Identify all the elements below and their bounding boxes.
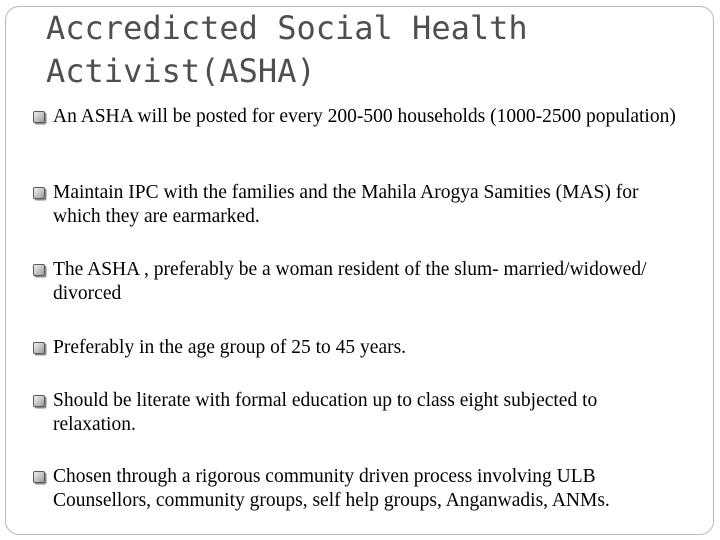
bullet-text: The ASHA , preferably be a woman resident of the slum- married/widowed/ divorced	[53, 259, 647, 304]
bullet-text: Preferably in the age group of 25 to 45 years.	[53, 337, 407, 358]
checkbox-bullet-icon	[33, 264, 45, 276]
bullet-item	[33, 389, 683, 437]
bullet-item	[33, 258, 683, 306]
checkbox-bullet-icon	[33, 395, 45, 407]
checkbox-bullet-icon	[33, 187, 45, 199]
slide-title-line-2: Activist(ASHA)	[46, 52, 316, 90]
bullet-item	[33, 336, 683, 360]
checkbox-bullet-icon	[33, 471, 45, 483]
checkbox-bullet-icon	[33, 342, 45, 354]
bullet-text: Chosen through a rigorous community driven process involving ULB Counsellors, community groups, self help groups, Anganwadis, ANMs.	[53, 466, 610, 511]
bullet-item	[33, 181, 683, 229]
bullet-text: Maintain IPC with the families and the Mahila Arogya Samities (MAS) for which they are earmarked.	[53, 182, 639, 227]
bullet-item	[33, 105, 683, 129]
bullet-text: An ASHA will be posted for every 200-500 households (1000-2500 population)	[53, 106, 676, 127]
slide-title-line-1: Accredicted Social Health	[46, 9, 528, 47]
slide-title	[46, 7, 528, 93]
bullet-text: Should be literate with formal education up to class eight subjected to relaxation.	[53, 390, 598, 435]
bullet-item	[33, 465, 683, 513]
checkbox-bullet-icon	[33, 111, 45, 123]
